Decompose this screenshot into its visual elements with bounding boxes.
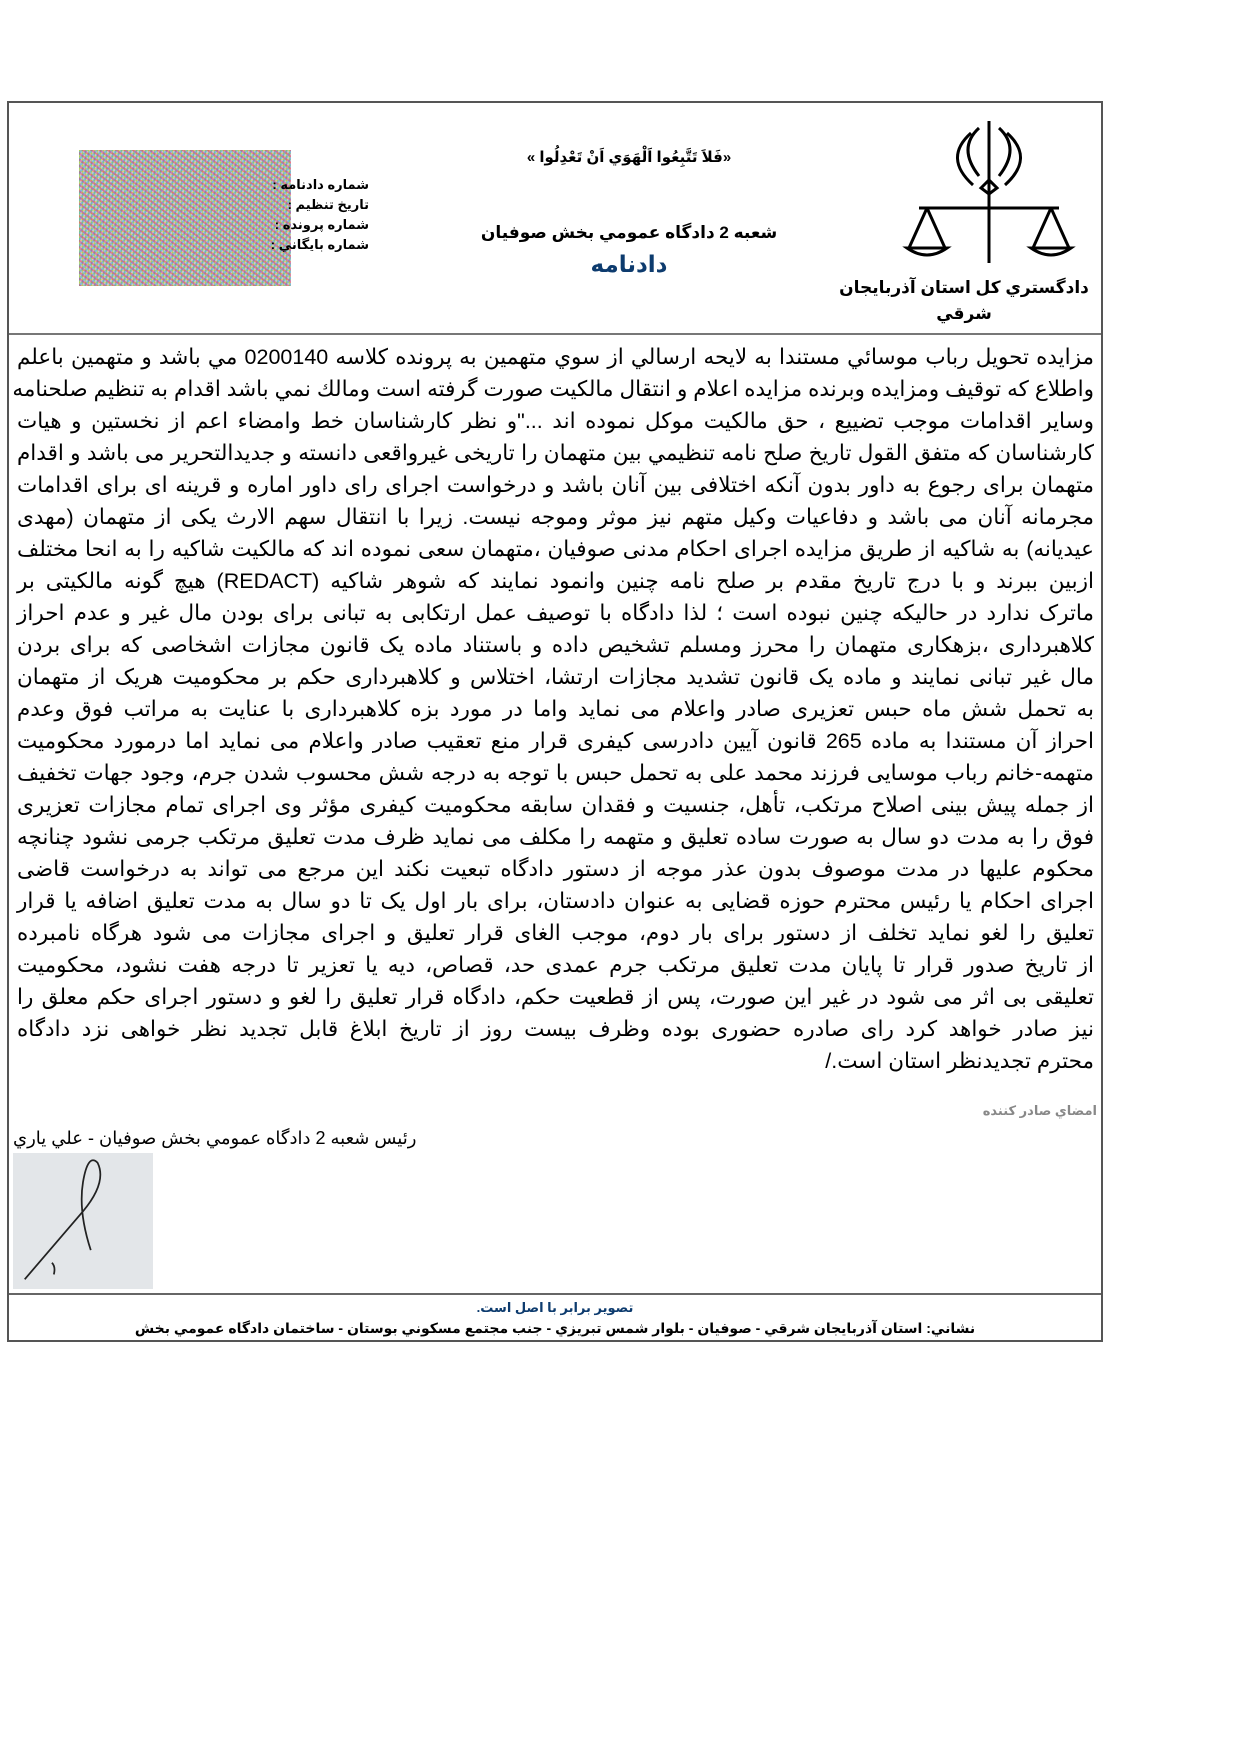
body-line: وساير اقدامات موجب تضييع ، حق مالكيت موكل نموده اند ..."و نظر كارشناسان خط وامضاء اعم از نخستين و هيات xyxy=(17,409,1094,433)
court-branch: شعبه 2 دادگاه عمومي بخش صوفيان xyxy=(480,223,778,242)
document-header xyxy=(9,103,1101,335)
body-line: متهمه-خانم رباب موسايی فرزند محمد علی به تحمل حبس با توجه به درجه شش محسوب شدن جرم، وجود جهات تخفيف xyxy=(17,761,1094,785)
body-line: از تاريخ صدور قرار تا پايان مدت تعليق مرتكب جرم عمدی حد، قصاص، ديه يا تعزير تا درجه هفت نشود، محكوميت xyxy=(17,953,1094,977)
body-line: تعليقی بی اثر می شود در غير اين صورت، پس از قطعيت حكم، دادگاه قرار تعليق را لغو و دستور اجرای حكم معلق را xyxy=(17,985,1094,1009)
motto: «فَلاَ تَتَّبِعُوا اَلْهَوَي اَنْ تَعْدِلُوا » xyxy=(526,149,732,166)
document-metadata xyxy=(209,175,369,255)
body-line: فوق را به مدت دو سال به صورت ساده تعليق و متهمه را مكلف می نمايد ظرف مدت تعليق مرتكب جرمی نشود چنانچه xyxy=(17,825,1094,849)
body-line: ازبين ببرند و با درج تاريخ مقدم بر صلح نامه چنين وانمود نمايند كه شوهر شاكيه (REDACT) هيچ گونه مالكيتی بر xyxy=(17,569,1094,593)
body-line: تعليق را لغو نمايد تخلف از دستور برای بار دوم، موجب الغای قرار تعليق و اجرای مجازات می شود هرگاه نامبرده xyxy=(17,921,1094,945)
body-line: مزايده تحويل رباب موسائي مستندا به لايحه ارسالي از سوي متهمين به پرونده كلاسه 0200140 مي باشد و متهمين باعلم xyxy=(17,345,1094,369)
body-line: متهمان برای رجوع به داور بدون آنكه اختلافی بين آنان باشد و درخواست اجرای رای داور اماره و قرينه ای برای اقدامات xyxy=(17,473,1094,497)
org-line-2: شرقي xyxy=(936,304,992,323)
body-line: ماترک ندارد در حاليكه چنين نبوده است ؛ لذا دادگاه با توصيف عمل ارتكابی به تبانی برای بودن مال غير و عدم احراز xyxy=(17,601,1094,625)
signature-image xyxy=(13,1153,153,1289)
body-line: عيديانه) به شاكيه از طريق مزايده اجرای احكام مدنی صوفيان ،متهمان سعی نموده اند كه مالكيت شاكيه را به انحا مختلف xyxy=(17,537,1094,561)
body-line: اجرای احكام يا رئيس محترم حوزه قضايی به عنوان دادستان، برای بار اول يک تا دو سال به مدت تعليق اضافه يا قرار xyxy=(17,889,1094,913)
iran-judiciary-emblem-icon xyxy=(899,113,1079,273)
body-line: كلاهبرداری ،بزهكاری متهمان را محرز ومسلم تشخيص داده و باستناد ماده يک قانون مجازات اشخاصی كه برای بردن xyxy=(17,633,1094,657)
meta-verdict-number-label: شماره دادنامه : xyxy=(272,177,369,192)
body-line: از جمله پيش بينی اصلاح مرتكب، تأهل، جنسيت و فقدان سابقه محكوميت كيفری مؤثر وی اجرای تمام مجازات تعزيری xyxy=(17,793,1094,817)
body-line: واطلاع كه توقيف ومزايده وبرنده مزايده اعلام و انتقال مالكيت صورت گرفته است ومالك نمي باشد اقدام به تنظيم صلحنامه xyxy=(12,377,1094,401)
body-line: مجرمانه آنان می باشد و دفاعيات وكيل متهم نيز موثر وموجه نيست. زيرا با انتقال سهم الارث يكی از متهمان (مهدی xyxy=(17,505,1094,529)
court-address: نشاني: استان آذربايجان شرقي - صوفيان - بلوار شمس تبريزي - جنب مجتمع مسكوني بوستان - ساختمان دادگاه عمومي بخش xyxy=(134,1320,976,1336)
copy-certification: تصوير برابر با اصل است. xyxy=(476,1300,634,1315)
organization-name xyxy=(839,275,1089,327)
page-title: دادنامه xyxy=(590,251,668,277)
body-line: كارشناسان كه متفق القول تاريخ صلح نامه تنظيمي بين متهمان را تاريخی غيرواقعی دانسته و جديدالتحرير می باشد و اقدام xyxy=(17,441,1094,465)
meta-archive-number-label: شماره بايگاني : xyxy=(270,237,369,252)
body-line: محترم تجديدنظر استان است./ xyxy=(825,1049,1094,1073)
body-line: به تحمل شش ماه حبس تعزيری صادر واعلام می نمايد واما در مورد بزه كلاهبرداری با عنايت به مراتب فوق وعدم xyxy=(17,697,1094,721)
org-line-1: دادگستري كل استان آذربايجان xyxy=(839,278,1089,297)
body-line: نيز صادر خواهد كرد رای صادره حضوری بوده وظرف بيست روز از تاريخ ابلاغ قابل تجديد نظر خواهی نزد دادگاه xyxy=(17,1017,1094,1041)
meta-case-number-label: شماره پرونده : xyxy=(274,217,369,232)
document-footer xyxy=(9,1293,1101,1342)
body-line: محكوم عليها در مدت موصوف بدون عذر موجه از دستور دادگاه تبعيت نكند اين مرجع می تواند به درخواست قاضی xyxy=(17,857,1094,881)
signer-name: رئيس شعبه 2 دادگاه عمومي بخش صوفيان - علي ياري xyxy=(13,1128,417,1148)
body-line: احراز آن مستندا به ماده 265 قانون آيين دادرسی كيفری قرار منع تعقيب صادر واعلام می نمايد اما درمورد محكوميت xyxy=(17,729,1094,753)
document-frame xyxy=(7,101,1103,1342)
signature-caption: امضاي صادر كننده xyxy=(982,1103,1097,1118)
meta-date-label: تاريخ تنظيم : xyxy=(287,197,369,212)
body-line: مال غير تبانی نمايند و ماده يک قانون تشديد مجازات ارتشا، اختلاس و كلاهبرداری حكم بر محكوميت هريک از متهمان xyxy=(17,665,1094,689)
verdict-body xyxy=(12,341,1094,1077)
